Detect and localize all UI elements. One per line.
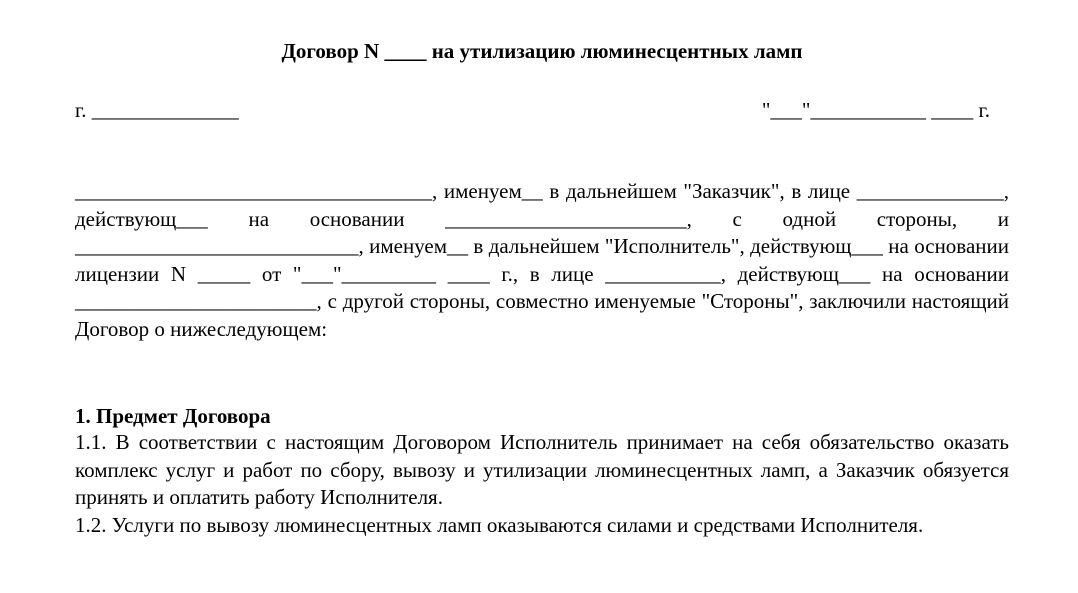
city-field: г. ______________ xyxy=(75,98,239,122)
section-heading: 1. Предмет Договора xyxy=(75,404,271,428)
intro-paragraph: __________________________________, именуем__ в дальнейшем "Заказчик", в лице ______________, действующ___ на основании _______________________, с одной стороны, и ___________________________, именуем__ в дальнейшем "Исполнитель", действующ___ на основании лицензии N _____ от "___"_________ ____ г., в лице ___________, действующ___ на основании _______________________, с другой стороны, совместно именуемые "Стороны", заключили настоящий Договор о нижеследующем: xyxy=(75,179,1009,341)
section-body xyxy=(75,429,1009,539)
clause-1-1: 1.1. В соответствии с настоящим Договором Исполнитель принимает на себя обязательство оказать комплекс услуг и работ по сбору, вывозу и утилизации люминесцентных ламп, а Заказчик обязуется принять и оплатить работу Исполнителя. xyxy=(75,430,1009,510)
date-field: "___"___________ ____ г. xyxy=(761,98,990,122)
document-title: Договор N ____ на утилизацию люминесцентных ламп xyxy=(281,39,803,63)
clause-1-2: 1.2. Услуги по вывозу люминесцентных ламп оказываются силами и средствами Исполнителя. xyxy=(75,512,924,537)
